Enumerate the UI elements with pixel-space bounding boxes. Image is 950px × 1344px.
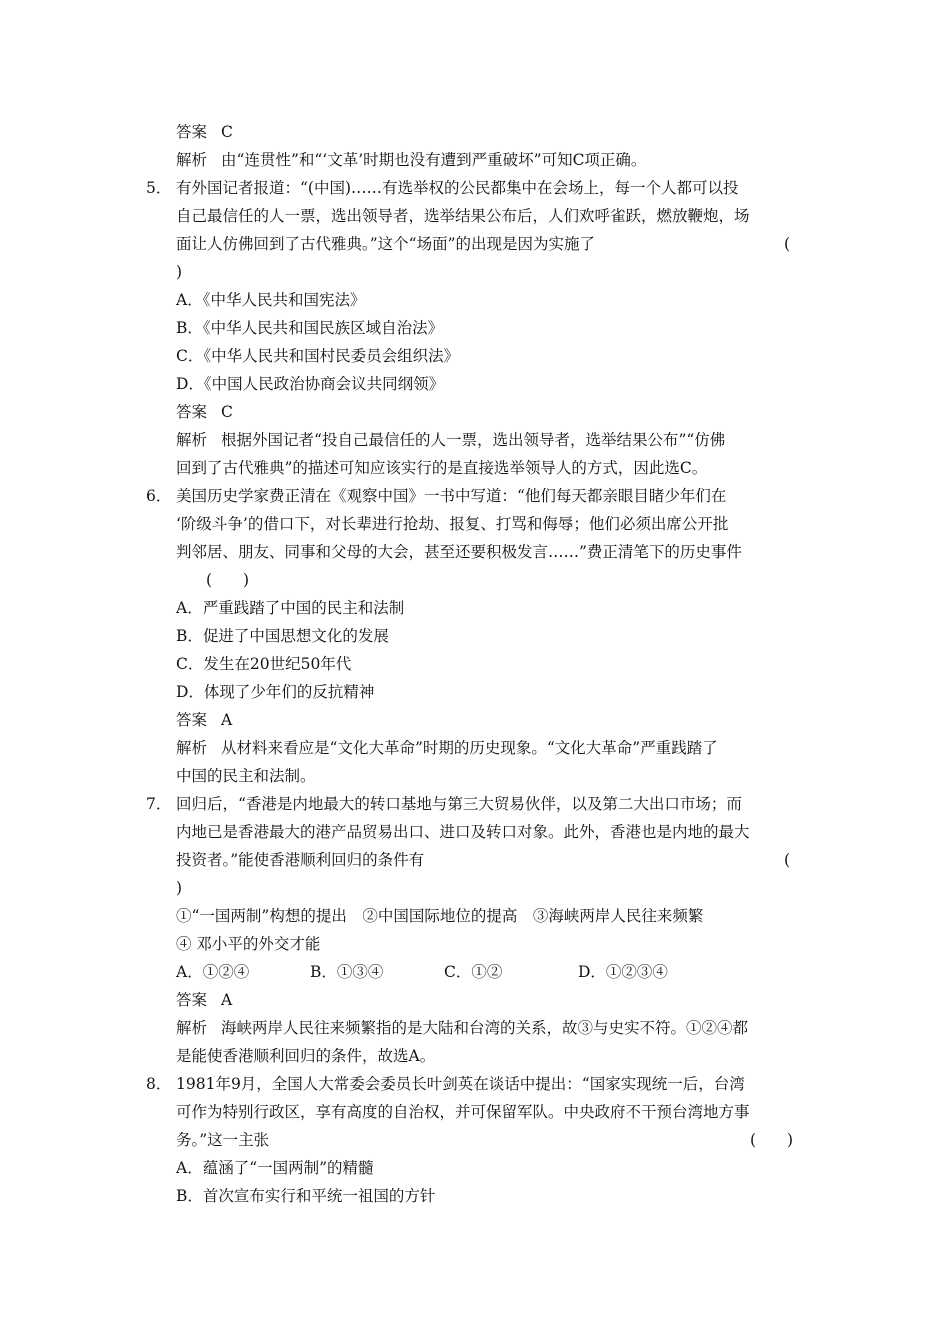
question-7-option-c: C．①② [444,963,503,981]
question-7-answer [176,990,232,1010]
question-7-option-b: B．①③④ [310,963,384,981]
analysis-text: 根据外国记者“投自己最信任的人一票，选出领导者，选举结果公布”“仿佛 [221,431,726,449]
question-8-line-1: 1981年9月，全国人大常委会委员长叶剑英在谈话中提出：“国家实现统一后，台湾 [176,1075,745,1093]
question-5-option-c: C．《中华人民共和国村民委员会组织法》 [176,347,460,365]
question-6-answer [176,710,232,730]
analysis-label: 解析 [176,739,208,757]
answer-line [176,122,233,142]
question-6-line-2: ‘阶级斗争’的借口下，对长辈进行抢劫、报复、打骂和侮辱；他们必须出席公开批 [176,515,729,533]
question-6-option-c: C．发生在20世纪50年代 [176,655,352,673]
question-8-option-b: B．首次宣布实行和平统一祖国的方针 [176,1187,436,1205]
question-8-option-a: A．蕴涵了“一国两制”的精髓 [176,1159,374,1177]
question-6-number: 6． [146,487,172,505]
question-5-analysis-2: 回到了古代雅典”的描述可知应该实行的是直接选举领导人的方式，因此选C。 [176,459,708,477]
question-7-statements-1: ①“一国两制”构想的提出 ②中国国际地位的提高 ③海峡两岸人民往来频繁 [176,907,704,925]
question-6-option-d: D．体现了少年们的反抗精神 [176,683,375,701]
question-7-paren-open: ( [784,851,791,869]
question-5-paren-close: ) [176,263,183,281]
answer-label: 答案 [176,711,208,729]
question-5-analysis-1 [176,430,725,450]
question-5-line-2: 自己最信任的人一票，选出领导者，选举结果公布后，人们欢呼雀跃，燃放鞭炮，场 [176,207,750,225]
analysis-label: 解析 [176,431,208,449]
question-8-line-3: 务。”这一主张 [176,1131,270,1149]
answer-label: 答案 [176,403,208,421]
question-6-line-3: 判邻居、朋友、同事和父母的大会，甚至还要积极发言……”费正清笔下的历史事件 [176,543,742,561]
question-8-line-2: 可作为特别行政区，享有高度的自治权，并可保留军队。中央政府不干预台湾地方事 [176,1103,750,1121]
question-6-analysis-2: 中国的民主和法制。 [176,767,316,785]
analysis-line [176,150,646,170]
question-5-option-b: B．《中华人民共和国民族区域自治法》 [176,319,444,337]
answer-value: A [221,991,233,1009]
question-7-option-d: D．①②③④ [578,963,668,981]
answer-value: A [221,711,233,729]
analysis-text: 海峡两岸人民往来频繁指的是大陆和台湾的关系，故③与史实不符。①②④都 [221,1019,749,1037]
answer-label: 答案 [176,991,208,1009]
analysis-text: 从材料来看应是“文化大革命”时期的历史现象。“文化大革命”严重践踏了 [221,739,718,757]
question-6-option-a: A．严重践踏了中国的民主和法制 [176,599,405,617]
question-7-statements-2: ④ 邓小平的外交才能 [176,935,321,953]
question-5-number: 5． [146,179,172,197]
question-7-line-1: 回归后，“香港是内地最大的转口基地与第三大贸易伙伴，以及第二大出口市场；而 [176,795,742,813]
question-8-number: 8． [146,1075,172,1093]
answer-label: 答案 [176,123,208,141]
question-6-analysis-1 [176,738,718,758]
question-7-number: 7． [146,795,172,813]
question-8-paren: ( ) [750,1131,794,1149]
question-7-analysis-2: 是能使香港顺利回归的条件，故选A。 [176,1047,436,1065]
answer-value: C [221,403,233,421]
question-5-line-1: 有外国记者报道：“(中国)……有选举权的公民都集中在会场上，每一个人都可以投 [176,179,739,197]
question-5-answer [176,402,233,422]
analysis-label: 解析 [176,151,208,169]
question-5-paren-open: ( [784,235,791,253]
question-6-option-b: B．促进了中国思想文化的发展 [176,627,389,645]
question-6-line-1: 美国历史学家费正清在《观察中国》一书中写道：“他们每天都亲眼目睹少年们在 [176,487,727,505]
answer-value: C [221,123,233,141]
analysis-label: 解析 [176,1019,208,1037]
question-5-option-a: A．《中华人民共和国宪法》 [176,291,366,309]
question-5-line-3: 面让人仿佛回到了古代雅典。”这个“场面”的出现是因为实施了 [176,235,596,253]
question-7-analysis-1 [176,1018,748,1038]
analysis-text: 由“连贯性”和“‘文革’时期也没有遭到严重破坏”可知C项正确。 [221,151,647,169]
question-7-line-3: 投资者。”能使香港顺利回归的条件有 [176,851,425,869]
question-6-paren: ( ) [206,571,250,589]
question-5-option-d: D．《中国人民政治协商会议共同纲领》 [176,375,445,393]
question-7-option-a: A．①②④ [176,963,250,981]
question-7-paren-close: ) [176,879,183,897]
question-7-line-2: 内地已是香港最大的港产品贸易出口、进口及转口对象。此外，香港也是内地的最大 [176,823,750,841]
